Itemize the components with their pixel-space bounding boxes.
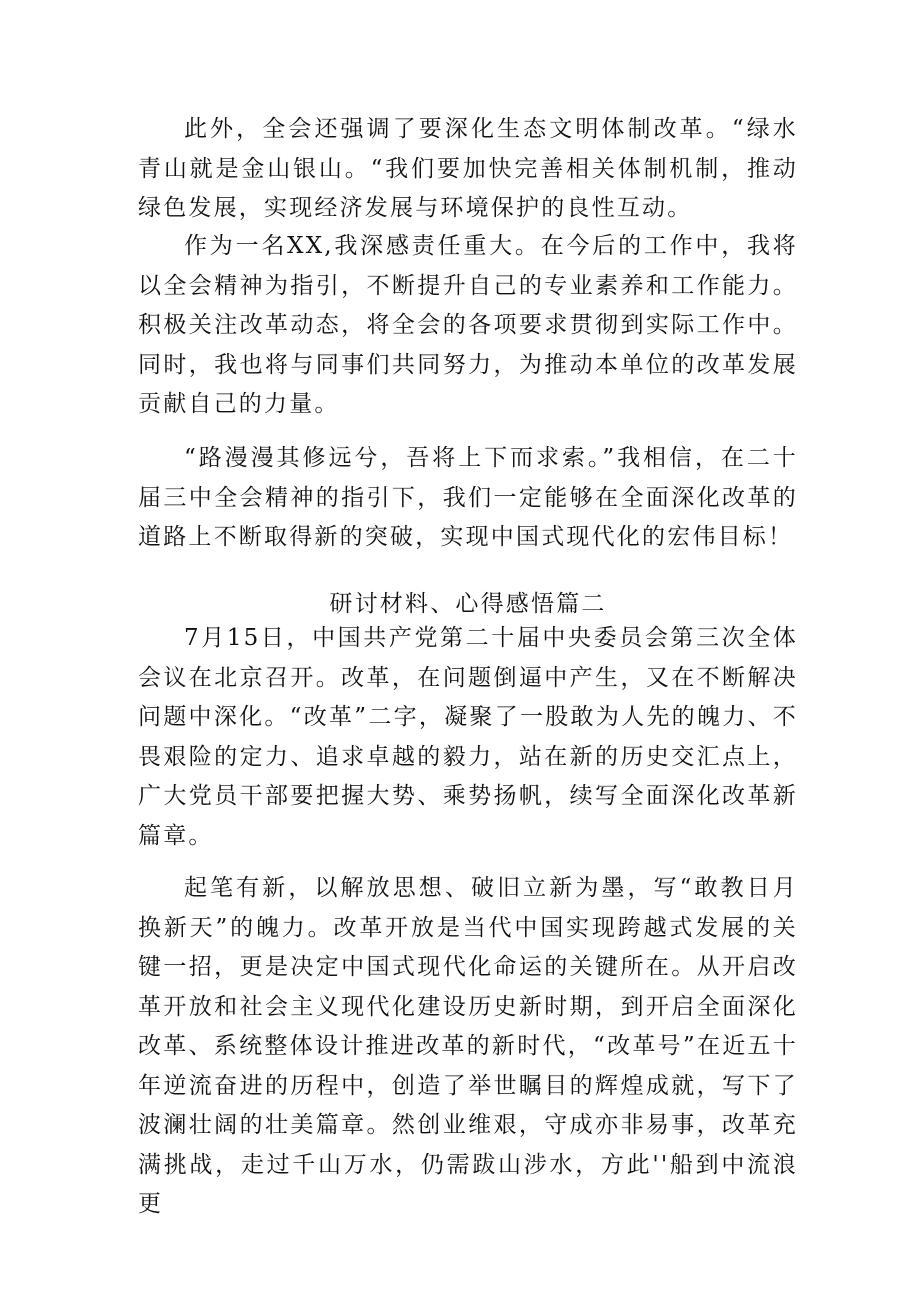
paragraph-closing-quote: “路漫漫其修远兮，吾将上下而求索。”我相信，在二十届三中全会精神的指引下，我们一定能够在全面深化改革的道路上不断取得新的突破，实现中国式现代化的宏伟目标！ [138, 445, 798, 550]
paragraph-plenary-session: 7月15日，中国共产党第二十届中央委员会第三次全体会议在北京召开。改革，在问题倒逼中产生，又在不断解决问题中深化。“改革”二字，凝聚了一股敢为人先的魄力、不畏艰险的定力、追求卓越的毅力，站在新的历史交汇点上，广大党员干部要把握大势、乘势扬帆，续写全面深化改革新篇章。 [138, 625, 798, 849]
section-heading: 研讨材料、心得感悟篇二 [329, 591, 607, 617]
paragraph-new-beginning: 起笔有新，以解放思想、破旧立新为墨，写“敢教日月换新天”的魄力。改革开放是当代中国实现跨越式发展的关键一招，更是决定中国式现代化命运的关键所在。从开启改革开放和社会主义现代化建设历史新时期，到开启全面深化改革、系统整体设计推进改革的新时代，“改革号”在近五十年逆流奋进的历程中，创造了举世瞩目的辉煌成就，写下了波澜壮阔的壮美篇章。然创业维艰，守成亦非易事，改革充满挑战，走过千山万水，仍需跋山涉水，方此''船到中流浪更 [138, 875, 798, 1217]
paragraph-ecological-reform: 此外，全会还强调了要深化生态文明体制改革。“绿水青山就是金山银山。“我们要加快完善相关体制机制，推动绿色发展，实现经济发展与环境保护的良性互动。 [138, 116, 798, 221]
paragraph-personal-commitment: 作为一名XX,我深感责任重大。在今后的工作中，我将以全会精神为指引，不断提升自己的专业素养和工作能力。积极关注改革动态，将全会的各项要求贯彻到实际工作中。同时，我也将与同事们共同努力，为推动本单位的改革发展贡献自己的力量。 [138, 233, 798, 417]
